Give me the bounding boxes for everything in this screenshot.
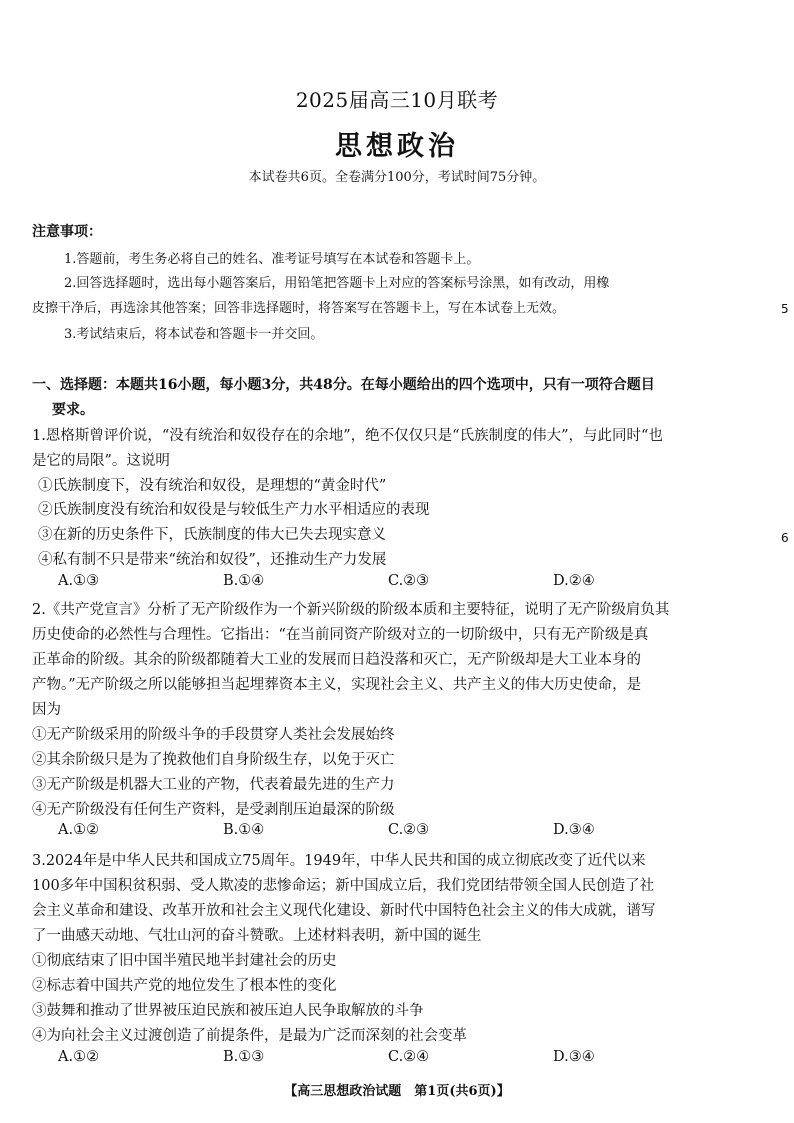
margin-mark: 6 [781,531,789,545]
page-footer: 【高三思想政治试题 第1页(共6页)】 [284,1084,510,1099]
section-heading-cont: 要求。 [52,402,94,418]
statement-option: ③在新的历史条件下，氏族制度的伟大已失去现实意义 [38,527,386,543]
choice-a: A.①② [58,822,100,838]
statement-option: ④私有制不只是带来“统治和奴役”，还推动生产力发展 [38,552,387,568]
question-stem-line: 是它的局限”。这说明 [32,453,170,469]
statement-option: ④为向社会主义过渡创造了前提条件，是最为广泛而深刻的社会变革 [32,1028,467,1044]
choice-c: C.②③ [388,573,430,589]
answer-choices [0,822,794,842]
section-heading: 一、选择题：本题共16小题，每小题3分，共48分。在每小题给出的四个选项中，只有一项符合题目 [32,377,655,393]
exam-subject: 思想政治 [335,131,459,162]
answer-choices [0,573,794,593]
exam-intro: 本试卷共6页。全卷满分100分，考试时间75分钟。 [248,170,546,185]
notice-line: 2.回答选择题时，选出每小题答案后，用铅笔把答题卡上对应的答案标号涂黑，如有改动，用橡 [64,276,610,291]
choice-b: B.①④ [223,822,265,838]
statement-option: ③无产阶级是机器大工业的产物，代表着最先进的生产力 [32,777,395,793]
choice-d: D.②④ [553,573,595,589]
choice-b: B.①③ [223,1049,265,1065]
statement-option: ①彻底结束了旧中国半殖民地半封建社会的历史 [32,953,337,969]
notice-title: 注意事项： [32,224,102,240]
statement-option: ②标志着中国共产党的地位发生了根本性的变化 [32,978,337,994]
question-stem-line: 2.《共产党宣言》分析了无产阶级作为一个新兴阶级的阶级本质和主要特征，说明了无产阶级肩负其 [32,602,670,618]
statement-option: ①无产阶级采用的阶级斗争的手段贯穿人类社会发展始终 [32,727,395,743]
question-stem-line: 1.恩格斯曾评价说，“没有统治和奴役存在的余地”，绝不仅仅只是“氏族制度的伟大”，与此同时“也 [32,428,663,444]
answer-choices [0,1049,794,1069]
question-stem-line: 产物。”无产阶级之所以能够担当起埋葬资本主义，实现社会主义、共产主义的伟大历史使命，是 [32,677,642,693]
notice-line: 1.答题前，考生务必将自己的姓名、准考证号填写在本试卷和答题卡上。 [64,252,480,267]
exam-title: 2025届高三10月联考 [295,88,499,112]
statement-option: ①氏族制度下，没有统治和奴役，是理想的“黄金时代” [38,478,387,494]
question-stem-line: 100多年中国积贫积弱、受人欺凌的悲惨命运；新中国成立后，我们党团结带领全国人民创造了社 [32,878,655,894]
choice-d: D.③④ [553,822,595,838]
question-stem-line: 因为 [32,702,61,718]
statement-option: ③鼓舞和推动了世界被压迫民族和被压迫人民争取解放的斗争 [32,1003,424,1019]
notice-line: 3.考试结束后，将本试卷和答题卡一并交回。 [64,327,324,342]
choice-a: A.①② [58,1049,100,1065]
choice-a: A.①③ [58,573,100,589]
question-stem-line: 了一曲感天动地、气壮山河的奋斗赞歌。上述材料表明，新中国的诞生 [32,928,482,944]
question-stem-line: 3.2024年是中华人民共和国成立75周年。1949年，中华人民共和国的成立彻底改变了近代以来 [32,853,646,869]
choice-c: C.②③ [388,822,430,838]
statement-option: ④无产阶级没有任何生产资料，是受剥削压迫最深的阶级 [32,802,395,818]
choice-c: C.②④ [388,1049,430,1065]
question-stem-line: 会主义革命和建设、改革开放和社会主义现代化建设、新时代中国特色社会主义的伟大成就，谱写 [32,903,656,919]
statement-option: ②氏族制度没有统治和奴役是与较低生产力水平相适应的表现 [38,502,430,518]
statement-option: ②其余阶级只是为了挽救他们自身阶级生存，以免于灭亡 [32,752,395,768]
question-stem-line: 正革命的阶级。其余的阶级都随着大工业的发展而日趋没落和灭亡，无产阶级却是大工业本身的 [32,652,641,668]
notice-line: 皮擦干净后，再选涂其他答案；回答非选择题时，将答案写在答题卡上，写在本试卷上无效。 [32,301,566,316]
question-stem-line: 历史使命的必然性与合理性。它指出：“在当前同资产阶级对立的一切阶级中，只有无产阶级是真 [32,627,649,643]
choice-b: B.①④ [223,573,265,589]
choice-d: D.③④ [553,1049,595,1065]
margin-mark: 5 [781,302,789,316]
